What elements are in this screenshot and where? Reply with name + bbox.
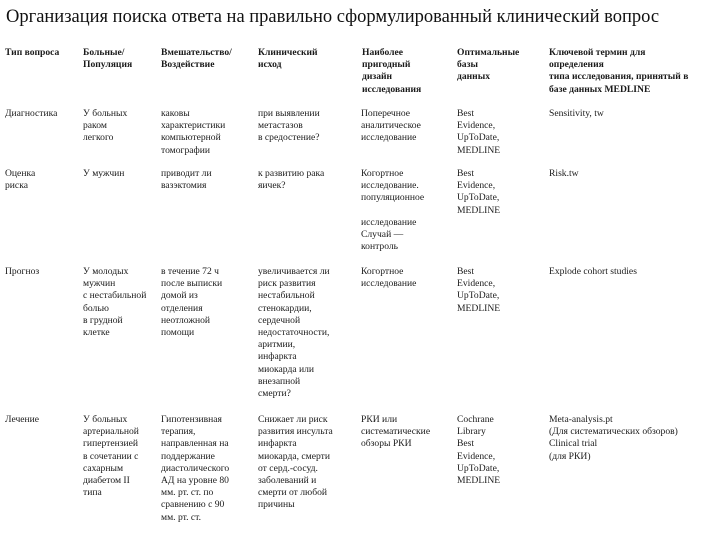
cell-line: неотложной — [161, 314, 211, 326]
cell-line: контроль — [361, 241, 399, 253]
cell-line: UpToDate, — [457, 290, 500, 302]
cell-line: отделения — [161, 302, 203, 314]
cell-line: Больные/ — [83, 47, 125, 58]
cell-line: мужчин — [83, 278, 116, 290]
cell-line: гипертензией — [83, 438, 139, 450]
cell-line: пригодный — [362, 59, 411, 71]
cell-design — [356, 164, 452, 262]
cell-patients — [78, 410, 156, 530]
cell-line: обзоры РКИ — [361, 438, 412, 450]
cell-line: исследование — [361, 278, 417, 290]
cell-line: систематические — [361, 426, 431, 438]
cell-line: дизайн — [362, 71, 393, 83]
cell-line: Best — [457, 266, 475, 277]
cell-line: (для РКИ) — [549, 450, 591, 462]
header-type — [0, 44, 78, 104]
cell-line: Evidence, — [457, 180, 496, 192]
cell-line: направленная на — [161, 438, 229, 450]
cell-line: инфаркта — [258, 438, 297, 450]
cell-line: Risk.tw — [549, 168, 579, 179]
cell-outcome — [253, 410, 356, 530]
cell-line: исследование — [361, 132, 417, 144]
cell-intervention — [156, 104, 253, 164]
cell-patients — [78, 104, 156, 164]
cell-line: причины — [258, 499, 295, 511]
cell-line: после выписки — [161, 278, 223, 290]
cell-line: клетке — [83, 327, 110, 339]
cell-line: смерти от любой — [258, 487, 328, 499]
header-outcome — [253, 44, 356, 104]
cell-line: миокарда, смерти — [258, 450, 330, 462]
cell-term — [544, 410, 718, 530]
cell-design — [356, 410, 452, 530]
cell-line: заболеваний и — [258, 475, 317, 487]
cell-line: Наиболее — [362, 47, 404, 58]
cell-line: Best — [457, 108, 475, 119]
cell-outcome — [253, 262, 356, 410]
cell-databases — [452, 104, 544, 164]
cell-line: терапия, — [161, 426, 196, 438]
cell-line: яичек? — [258, 180, 286, 192]
cell-line: к развитию рака — [258, 168, 325, 179]
cell-line: исследование — [361, 216, 417, 228]
cell-line: Оценка — [5, 168, 36, 179]
cell-line: компьютерной — [161, 132, 221, 144]
cell-line: легкого — [83, 132, 114, 144]
cell-line: аритмии, — [258, 339, 296, 351]
cell-line: раком — [83, 120, 107, 132]
header-design — [356, 44, 452, 104]
cell-patients — [78, 262, 156, 410]
clinical-question-table — [0, 44, 718, 530]
cell-outcome — [253, 104, 356, 164]
cell-line: с нестабильной — [83, 290, 147, 302]
cell-line: исследования — [362, 83, 422, 95]
cell-line: РКИ или — [361, 414, 398, 425]
cell-line: АД на уровне 80 — [161, 475, 229, 487]
cell-line: Cochrane — [457, 414, 494, 425]
cell-line: MEDLINE — [457, 144, 501, 156]
cell-line: данных — [457, 71, 490, 83]
cell-line: Когортное — [361, 266, 404, 277]
table-row — [0, 164, 718, 262]
cell-line: исход — [258, 59, 282, 71]
cell-line: UpToDate, — [457, 132, 500, 144]
cell-databases — [452, 164, 544, 262]
table-row — [0, 262, 718, 410]
table-header-row — [0, 44, 718, 104]
cell-line: MEDLINE — [457, 302, 501, 314]
cell-line: базе данных MEDLINE — [549, 83, 651, 95]
cell-term — [544, 164, 718, 262]
cell-line: артериальной — [83, 426, 139, 438]
cell-line: характеристики — [161, 120, 226, 132]
cell-line: Meta-analysis.pt — [549, 414, 613, 425]
cell-line: типа исследования, принятый в — [549, 71, 689, 83]
table-row — [0, 410, 718, 530]
cell-line: Sensitivity, tw — [549, 108, 604, 119]
cell-line: сахарным — [83, 462, 124, 474]
cell-line: помощи — [161, 327, 195, 339]
cell-line: увеличивается ли — [258, 266, 330, 277]
cell-line: У мужчин — [83, 168, 125, 179]
cell-intervention — [156, 164, 253, 262]
cell-line: Популяция — [83, 59, 133, 71]
cell-type — [0, 262, 78, 410]
cell-design — [356, 104, 452, 164]
cell-line: аналитическое — [361, 120, 421, 132]
cell-databases — [452, 410, 544, 530]
cell-line: определения — [549, 59, 604, 71]
cell-type — [0, 164, 78, 262]
cell-line: Evidence, — [457, 278, 496, 290]
cell-line: риск развития — [258, 278, 316, 290]
header-patients — [78, 44, 156, 104]
cell-line: Evidence, — [457, 450, 496, 462]
cell-line: от серд.-сосуд. — [258, 462, 318, 474]
cell-line: риска — [5, 180, 28, 192]
cell-line: Клинический — [258, 47, 318, 58]
header-databases — [452, 44, 544, 104]
cell-line: сердечной — [258, 314, 301, 326]
cell-line: в средостение? — [258, 132, 320, 144]
header-intervention — [156, 44, 253, 104]
cell-line: Случай — — [361, 228, 404, 240]
cell-patients — [78, 164, 156, 262]
cell-line: Тип вопроса — [5, 47, 60, 58]
cell-line: У больных — [83, 108, 128, 119]
cell-line: Best — [457, 438, 475, 450]
cell-design — [356, 262, 452, 410]
cell-line: Best — [457, 168, 475, 179]
cell-line: поддержание — [161, 450, 215, 462]
cell-line: мм. рт. ст. — [161, 511, 202, 523]
cell-line: вазэктомия — [161, 180, 207, 192]
cell-line: в течение 72 ч — [161, 266, 219, 277]
cell-line: болью — [83, 302, 109, 314]
cell-type — [0, 410, 78, 530]
cell-line: UpToDate, — [457, 192, 500, 204]
cell-line: нестабильной — [258, 290, 315, 302]
cell-line: MEDLINE — [457, 475, 501, 487]
cell-line: при выявлении — [258, 108, 320, 119]
cell-intervention — [156, 410, 253, 530]
cell-line: стенокардии, — [258, 302, 312, 314]
cell-line: развития инсульта — [258, 426, 333, 438]
cell-line: недостаточности, — [258, 327, 330, 339]
cell-line: Explode cohort studies — [549, 266, 637, 277]
cell-outcome — [253, 164, 356, 262]
cell-line: Снижает ли риск — [258, 414, 328, 425]
cell-line: Гипотензивная — [161, 414, 222, 425]
cell-line: типа — [83, 487, 102, 499]
cell-line: (Для систематических обзоров) — [549, 426, 678, 438]
cell-line: диабетом II — [83, 475, 130, 487]
cell-line: исследование. — [361, 180, 419, 192]
cell-line: Вмешательство/ — [161, 47, 232, 58]
cell-line: UpToDate, — [457, 462, 500, 474]
cell-line: диастолического — [161, 462, 230, 474]
cell-line: миокарда или — [258, 363, 315, 375]
cell-line: сравнению с 90 — [161, 499, 225, 511]
cell-line: Ключевой термин для — [549, 47, 646, 58]
cell-line: У молодых — [83, 266, 129, 277]
cell-line: в грудной — [83, 314, 123, 326]
cell-line: У больных — [83, 414, 128, 425]
cell-intervention — [156, 262, 253, 410]
cell-term — [544, 104, 718, 164]
cell-line: Clinical trial — [549, 438, 598, 450]
cell-line: домой из — [161, 290, 198, 302]
cell-line: Диагностика — [5, 108, 58, 119]
cell-line: Поперечное — [361, 108, 411, 119]
cell-term — [544, 262, 718, 410]
cell-line: Оптимальные — [457, 47, 520, 58]
cell-line: Evidence, — [457, 120, 496, 132]
table-row — [0, 104, 718, 164]
cell-line: смерти? — [258, 388, 291, 400]
cell-line: базы — [457, 59, 478, 71]
cell-line: приводит ли — [161, 168, 212, 179]
cell-line: Прогноз — [5, 266, 40, 277]
cell-line: каковы — [161, 108, 190, 119]
cell-line: популяционное — [361, 192, 425, 204]
cell-line: метастазов — [258, 120, 303, 132]
cell-line: инфаркта — [258, 351, 297, 363]
cell-line: томографии — [161, 144, 211, 156]
cell-line: мм. рт. ст. по — [161, 487, 214, 499]
cell-line: Когортное — [361, 168, 404, 179]
cell-line: Лечение — [5, 414, 40, 425]
page-title: Организация поиска ответа на правильно сформулированный клинический вопрос — [6, 7, 660, 27]
cell-type — [0, 104, 78, 164]
cell-line: Воздействие — [161, 59, 215, 71]
cell-line: внезапной — [258, 375, 301, 387]
cell-databases — [452, 262, 544, 410]
cell-line: в сочетании с — [83, 450, 139, 462]
cell-line: Library — [457, 426, 486, 438]
header-term — [544, 44, 718, 104]
cell-line: MEDLINE — [457, 204, 501, 216]
